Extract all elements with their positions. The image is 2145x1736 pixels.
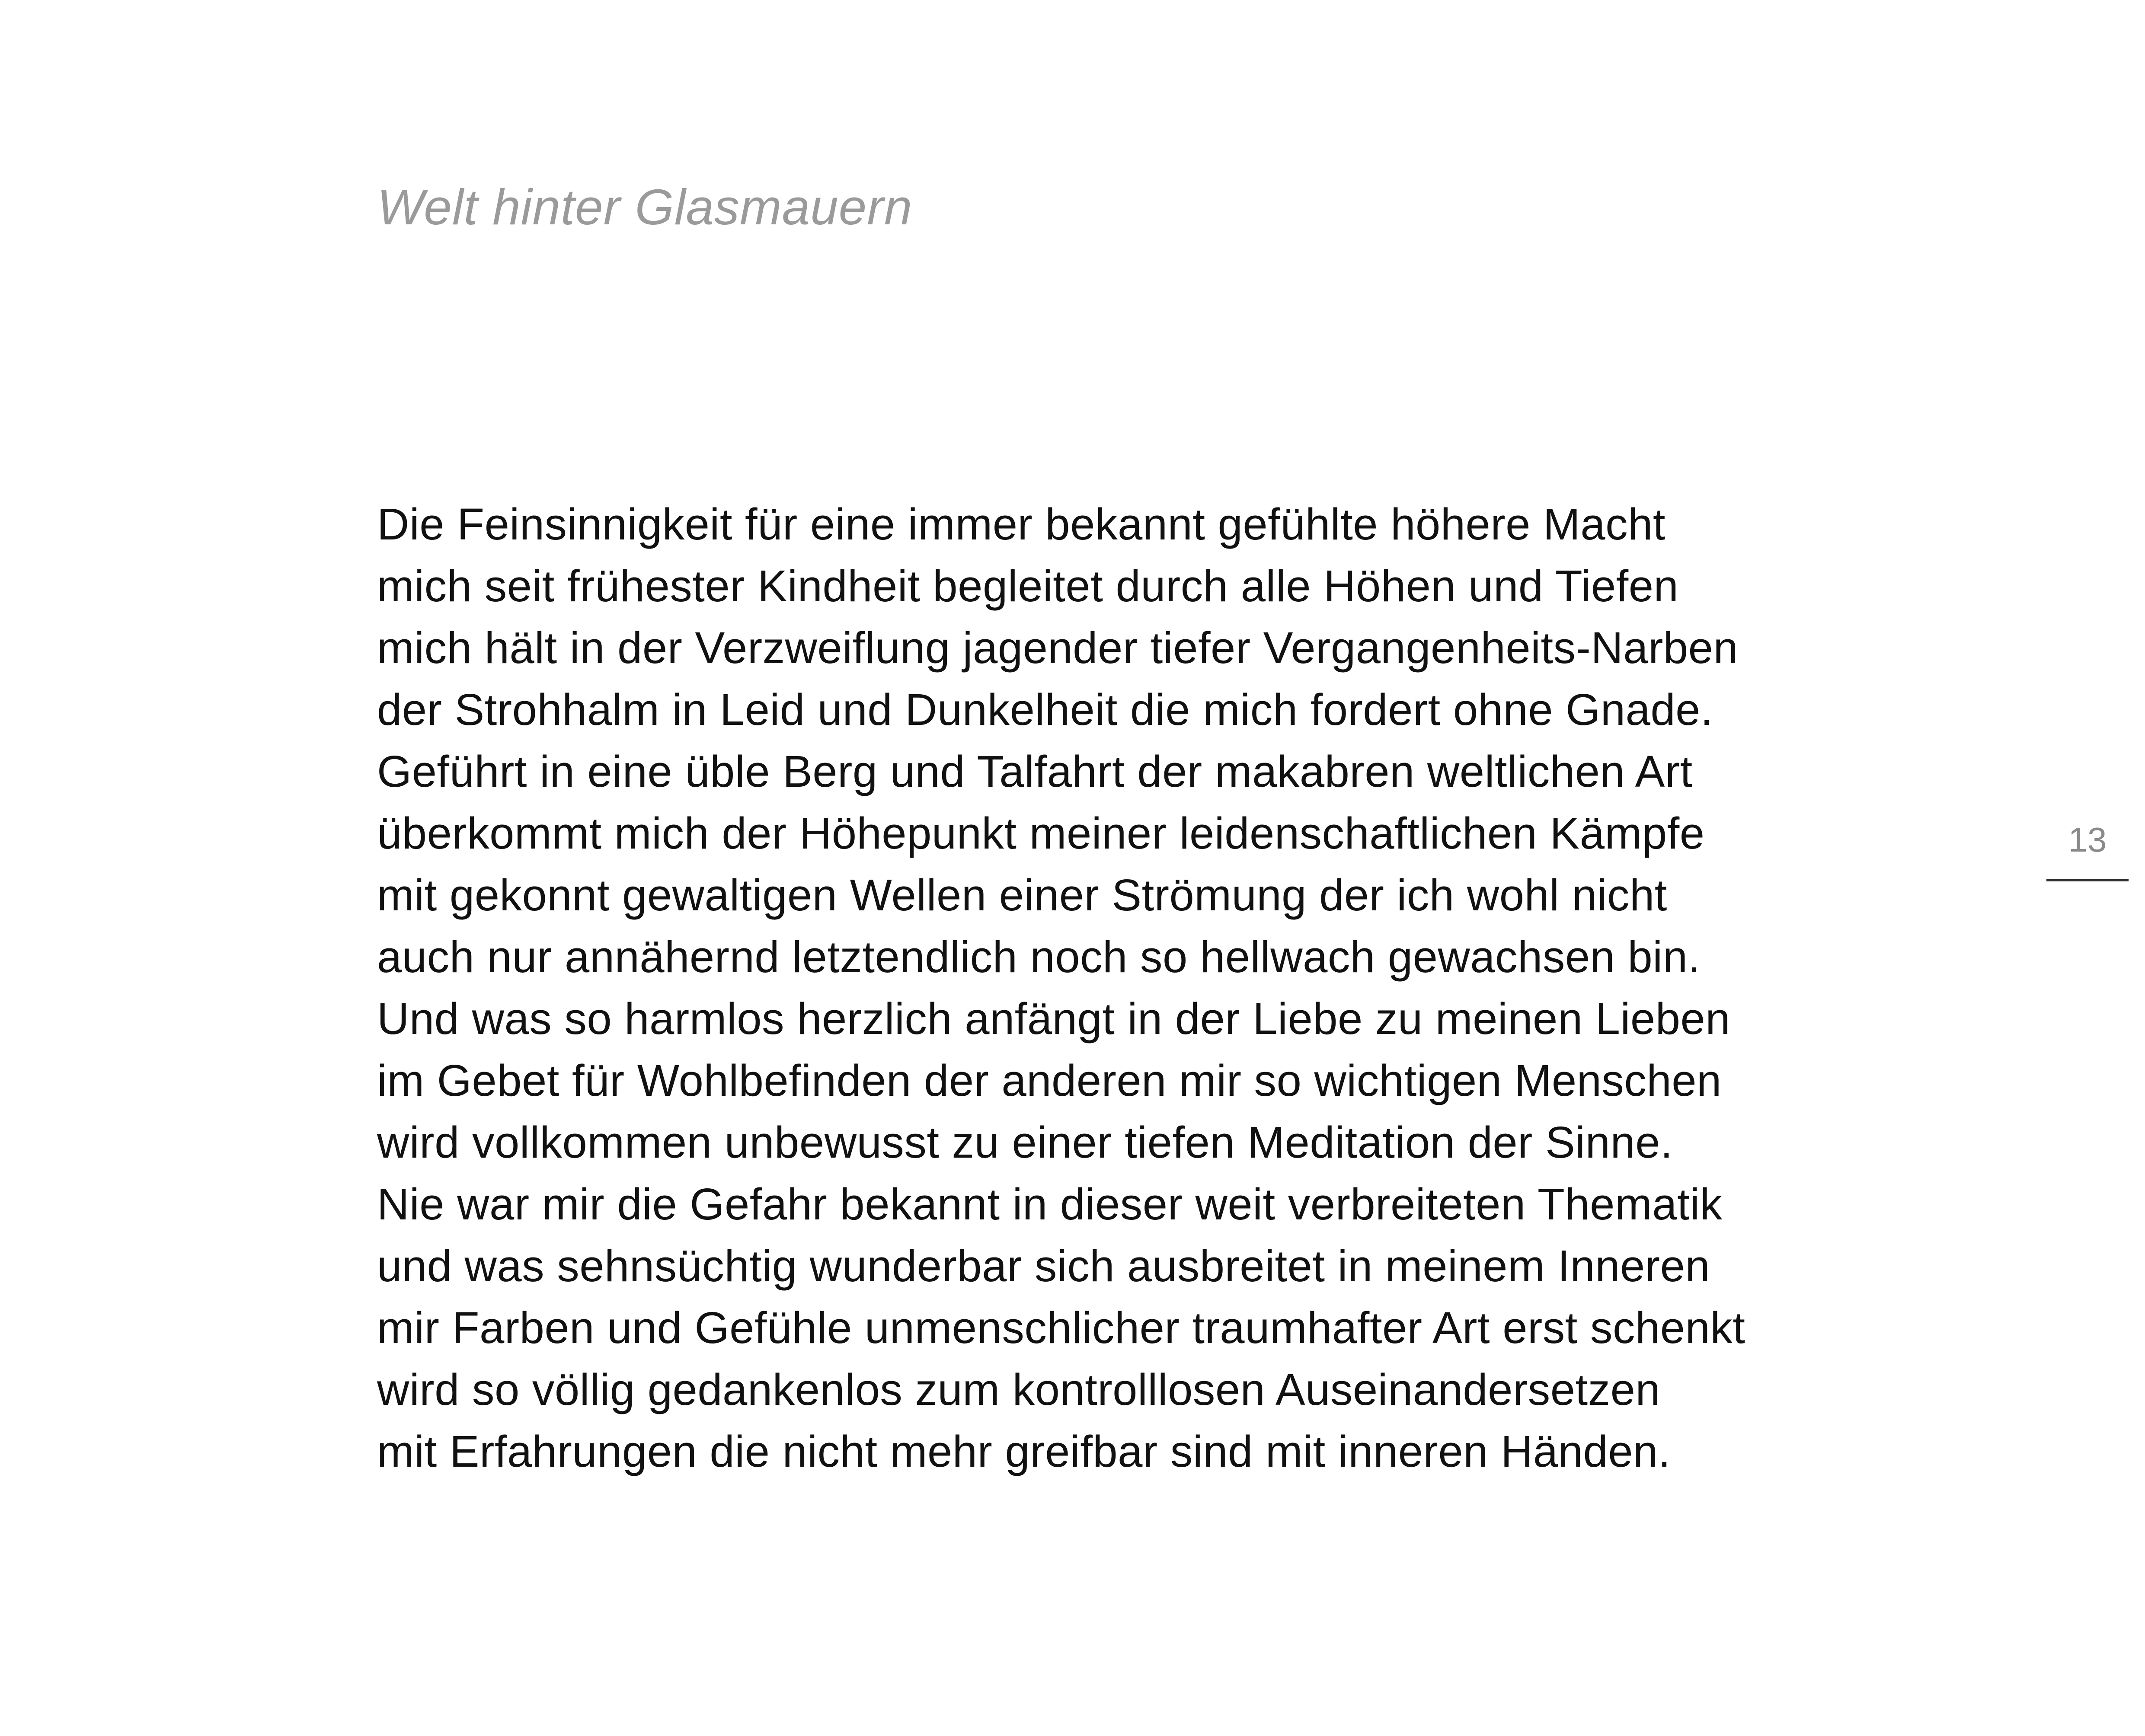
poem-body bbox=[377, 493, 1745, 1482]
poem-line: wird so völlig gedankenlos zum kontrolllosen Auseinandersetzen bbox=[377, 1365, 1661, 1414]
poem-line: Nie war mir die Gefahr bekannt in dieser weit verbreiteten Thematik bbox=[377, 1179, 1723, 1229]
poem-line: Und was so harmlos herzlich anfängt in der Liebe zu meinen Lieben bbox=[377, 994, 1731, 1044]
poem-line: mich hält in der Verzweiflung jagender tiefer Vergangenheits-Narben bbox=[377, 623, 1739, 673]
poem-line: mir Farben und Gefühle unmenschlicher traumhafter Art erst schenkt bbox=[377, 1303, 1745, 1353]
poem-line: Die Feinsinnigkeit für eine immer bekannt gefühlte höhere Macht bbox=[377, 499, 1666, 549]
poem-line: wird vollkommen unbewusst zu einer tiefen Meditation der Sinne. bbox=[377, 1117, 1673, 1167]
page-number: 13 bbox=[2068, 820, 2107, 859]
poem-line: Geführt in eine üble Berg und Talfahrt der makabren weltlichen Art bbox=[377, 747, 1693, 796]
running-title: Welt hinter Glasmauern bbox=[377, 179, 913, 235]
poem-line: mich seit frühester Kindheit begleitet durch alle Höhen und Tiefen bbox=[377, 561, 1679, 611]
poem-line: auch nur annähernd letztendlich noch so hellwach gewachsen bin. bbox=[377, 932, 1701, 982]
poem-line: der Strohhalm in Leid und Dunkelheit die mich fordert ohne Gnade. bbox=[377, 685, 1713, 734]
poem-line: mit gekonnt gewaltigen Wellen einer Strömung der ich wohl nicht bbox=[377, 870, 1667, 920]
poem-line: im Gebet für Wohlbefinden der anderen mir so wichtigen Menschen bbox=[377, 1056, 1722, 1105]
poem-line: und was sehnsüchtig wunderbar sich ausbreitet in meinem Inneren bbox=[377, 1241, 1710, 1291]
poem-line: überkommt mich der Höhepunkt meiner leidenschaftlichen Kämpfe bbox=[377, 808, 1705, 858]
poem-line: mit Erfahrungen die nicht mehr greifbar sind mit inneren Händen. bbox=[377, 1426, 1671, 1476]
page-number-rule bbox=[2046, 879, 2129, 881]
